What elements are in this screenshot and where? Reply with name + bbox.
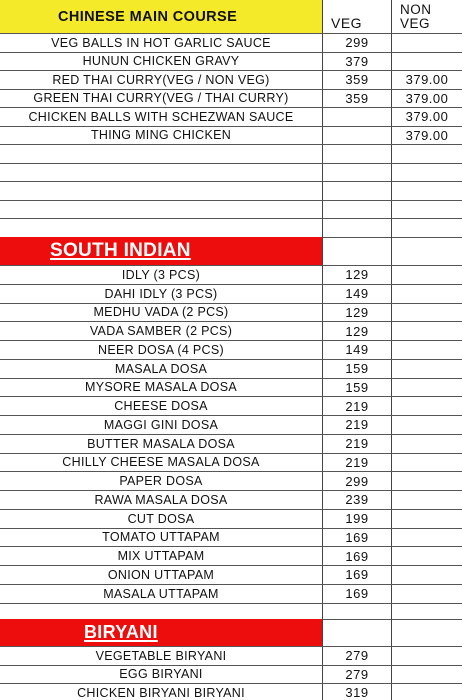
menu-item-nonveg-price	[391, 304, 462, 322]
menu-item-nonveg-price	[391, 454, 462, 472]
table-row	[0, 34, 462, 53]
menu-item-veg-price: 169	[322, 529, 391, 547]
menu-item-veg-price: 129	[322, 304, 391, 322]
table-row	[0, 219, 462, 238]
menu-item-nonveg-price	[391, 666, 462, 684]
table-row	[0, 529, 462, 548]
menu-item-nonveg-price	[391, 529, 462, 547]
menu-item-name: VEGETABLE BIRYANI	[95, 648, 227, 663]
menu-item-nonveg-price: 379.00	[391, 90, 462, 108]
table-row	[0, 201, 462, 220]
table-row	[0, 127, 462, 146]
menu-item-name: MYSORE MASALA DOSA	[85, 380, 237, 395]
menu-item-nonveg-price	[391, 491, 462, 509]
empty-cell	[391, 182, 462, 200]
menu-item-veg-price: 129	[322, 322, 391, 340]
menu-item-nonveg-price	[391, 34, 462, 52]
table-row	[0, 322, 462, 341]
table-row	[0, 491, 462, 510]
empty-cell	[391, 219, 462, 237]
column-header-nonveg-line1: NON	[400, 1, 432, 17]
menu-item-veg-price: 129	[322, 266, 391, 284]
menu-item-name: GREEN THAI CURRY(VEG / THAI CURRY)	[33, 91, 289, 106]
menu-item-name: TOMATO UTTAPAM	[102, 530, 220, 545]
menu-item-veg-price: 359	[322, 71, 391, 89]
empty-cell	[322, 182, 391, 200]
empty-cell	[391, 201, 462, 219]
empty-cell	[322, 201, 391, 219]
menu-item-nonveg-price	[391, 647, 462, 665]
section-header-row	[0, 0, 462, 34]
column-header-nonveg	[391, 0, 462, 33]
menu-item-nonveg-price	[391, 510, 462, 528]
menu-item-name: ONION UTTAPAM	[107, 567, 215, 582]
menu-item-veg-price: 239	[322, 491, 391, 509]
menu-item-veg-price: 219	[322, 397, 391, 415]
empty-cell	[322, 164, 391, 182]
menu-item-name: CHICKEN BALLS WITH SCHEZWAN SAUCE	[28, 109, 294, 124]
menu-item-name: EGG BIRYANI	[119, 667, 203, 682]
empty-cell	[322, 604, 391, 619]
menu-item-veg-price	[322, 127, 391, 145]
menu-item-nonveg-price: 379.00	[391, 127, 462, 145]
column-header-nonveg-line2: VEG	[400, 15, 431, 31]
menu-item-name: IDLY (3 PCS)	[121, 267, 201, 282]
menu-item-nonveg-price: 379.00	[391, 108, 462, 126]
menu-item-name: VADA SAMBER (2 PCS)	[89, 324, 233, 339]
table-row	[0, 182, 462, 201]
empty-cell	[391, 237, 462, 265]
table-row	[0, 360, 462, 379]
menu-item-veg-price: 279	[322, 666, 391, 684]
table-row	[0, 304, 462, 323]
menu-item-veg-price: 169	[322, 585, 391, 603]
table-row	[0, 90, 462, 109]
menu-item-name: CHICKEN BIRYANI BIRYANI	[77, 685, 245, 700]
menu-item-veg-price: 279	[322, 647, 391, 665]
menu-item-name: CHILLY CHEESE MASALA DOSA	[62, 455, 260, 470]
menu-item-nonveg-price	[391, 322, 462, 340]
menu-item-veg-price: 219	[322, 454, 391, 472]
menu-item-name: CHEESE DOSA	[114, 399, 208, 414]
table-row	[0, 666, 462, 685]
menu-item-nonveg-price	[391, 266, 462, 284]
table-row	[0, 566, 462, 585]
menu-item-nonveg-price	[391, 435, 462, 453]
menu-item-nonveg-price	[391, 341, 462, 359]
table-row	[0, 416, 462, 435]
menu-item-name: PAPER DOSA	[119, 474, 203, 489]
menu-item-veg-price: 149	[322, 341, 391, 359]
empty-cell	[391, 145, 462, 163]
menu-item-nonveg-price	[391, 585, 462, 603]
menu-item-name: DAHI IDLY (3 PCS)	[104, 286, 218, 301]
section-title-text: BIRYANI	[84, 622, 158, 642]
table-row	[0, 435, 462, 454]
section-title-biryani	[0, 619, 322, 646]
menu-item-nonveg-price	[391, 547, 462, 565]
empty-cell	[322, 237, 391, 265]
table-row	[0, 145, 462, 164]
menu-item-nonveg-price	[391, 416, 462, 434]
menu-item-veg-price: 169	[322, 566, 391, 584]
table-row	[0, 604, 462, 620]
table-row	[0, 647, 462, 666]
section-title-text: SOUTH INDIAN	[50, 240, 191, 261]
menu-item-veg-price: 319	[322, 684, 391, 700]
menu-item-veg-price: 199	[322, 510, 391, 528]
table-row	[0, 108, 462, 127]
table-row	[0, 472, 462, 491]
empty-cell	[0, 164, 322, 182]
menu-item-veg-price: 149	[322, 285, 391, 303]
menu-item-name: MASALA DOSA	[114, 361, 208, 376]
menu-item-nonveg-price: 379.00	[391, 71, 462, 89]
menu-item-name: THING MING CHICKEN	[90, 128, 232, 143]
empty-cell	[0, 145, 322, 163]
menu-item-nonveg-price	[391, 472, 462, 490]
section-title-chinese: CHINESE MAIN COURSE	[0, 0, 322, 33]
empty-cell	[0, 201, 322, 219]
menu-item-veg-price: 219	[322, 435, 391, 453]
empty-cell	[322, 219, 391, 237]
empty-cell	[391, 619, 462, 646]
menu-item-nonveg-price	[391, 566, 462, 584]
menu-item-veg-price: 159	[322, 379, 391, 397]
menu-item-nonveg-price	[391, 684, 462, 700]
table-row	[0, 397, 462, 416]
menu-item-name: RED THAI CURRY(VEG / NON VEG)	[52, 72, 270, 87]
menu-item-name: RAWA MASALA DOSA	[94, 492, 228, 507]
menu-item-nonveg-price	[391, 360, 462, 378]
table-row	[0, 285, 462, 304]
table-row	[0, 585, 462, 604]
menu-item-veg-price: 299	[322, 34, 391, 52]
menu-item-veg-price: 169	[322, 547, 391, 565]
table-row	[0, 510, 462, 529]
menu-item-veg-price: 219	[322, 416, 391, 434]
empty-cell	[0, 219, 322, 237]
empty-cell	[0, 182, 322, 200]
menu-item-veg-price: 379	[322, 53, 391, 71]
menu-item-nonveg-price	[391, 53, 462, 71]
menu-item-nonveg-price	[391, 379, 462, 397]
menu-item-name: BUTTER MASALA DOSA	[87, 436, 235, 451]
empty-cell	[391, 604, 462, 619]
empty-cell	[322, 145, 391, 163]
empty-cell	[322, 619, 391, 646]
table-row	[0, 164, 462, 183]
menu-item-veg-price: 299	[322, 472, 391, 490]
table-row	[0, 71, 462, 90]
menu-item-veg-price	[322, 108, 391, 126]
empty-cell	[0, 604, 322, 619]
menu-item-name: MIX UTTAPAM	[117, 549, 205, 564]
table-row	[0, 53, 462, 72]
menu-item-name: MAGGI GINI DOSA	[103, 417, 219, 432]
table-row	[0, 684, 462, 700]
menu-item-name: HUNUN CHICKEN GRAVY	[82, 54, 240, 69]
menu-item-nonveg-price	[391, 397, 462, 415]
menu-item-nonveg-price	[391, 285, 462, 303]
menu-item-name: CUT DOSA	[127, 511, 195, 526]
table-row	[0, 454, 462, 473]
menu-item-name: NEER DOSA (4 PCS)	[98, 342, 224, 357]
section-header-row	[0, 619, 462, 647]
menu-item-veg-price: 359	[322, 90, 391, 108]
section-header-row	[0, 237, 462, 266]
section-title-south-indian	[0, 237, 322, 265]
menu-item-name: MASALA UTTAPAM	[103, 586, 219, 601]
empty-cell	[391, 164, 462, 182]
table-row	[0, 547, 462, 566]
menu-item-veg-price: 159	[322, 360, 391, 378]
table-row	[0, 266, 462, 285]
menu-item-name: VEG BALLS IN HOT GARLIC SAUCE	[51, 35, 271, 50]
menu-item-name: MEDHU VADA (2 PCS)	[93, 305, 229, 320]
table-row	[0, 379, 462, 398]
column-header-veg: VEG	[322, 0, 391, 33]
table-row	[0, 341, 462, 360]
